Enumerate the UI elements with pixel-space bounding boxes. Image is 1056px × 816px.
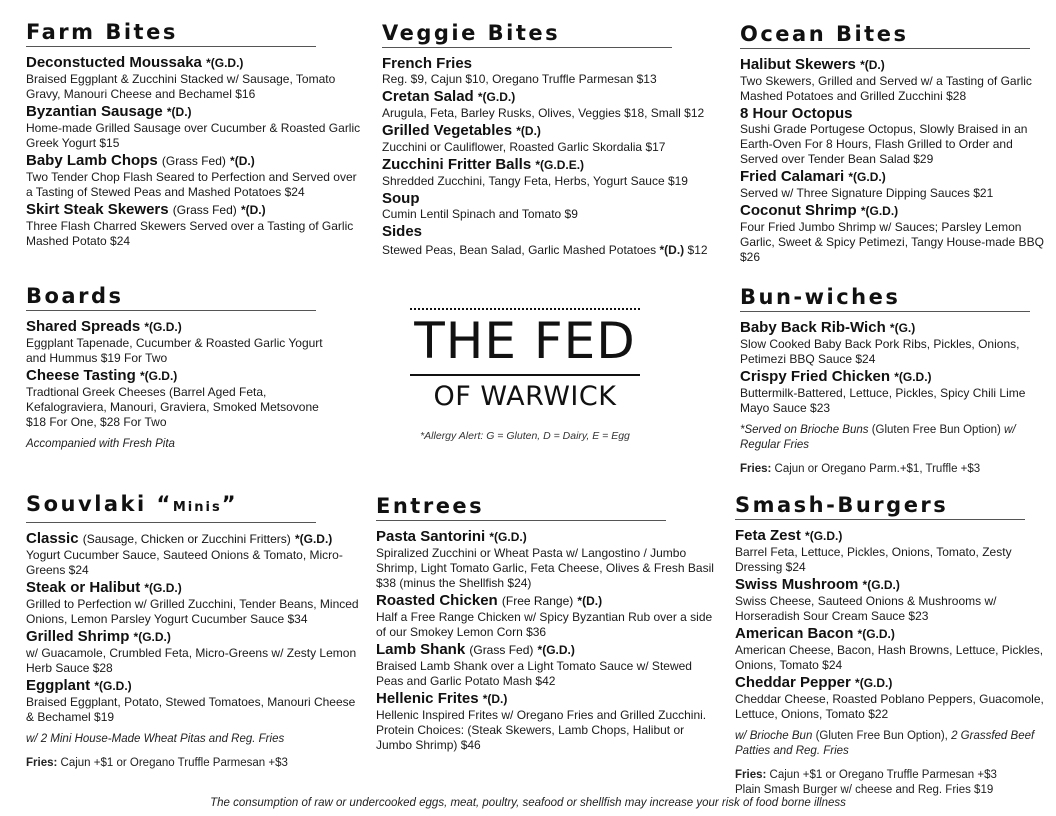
menu-item — [735, 674, 1053, 722]
allergen-tag: *(G.D.) — [144, 320, 182, 334]
menu-item — [26, 628, 366, 676]
allergen-tag: *(G.D.) — [94, 679, 132, 693]
allergen-tag: *(G.D.) — [862, 578, 900, 592]
section-title: Farm Bites — [26, 20, 178, 44]
section-ocean-bites — [740, 22, 1052, 266]
allergen-tag: *(G.) — [889, 321, 916, 335]
menu-item — [740, 202, 1052, 265]
item-description: Arugula, Feta, Barley Rusks, Olives, Veggies $18, Small $12 — [382, 106, 705, 120]
item-description: Cheddar Cheese, Roasted Poblano Peppers, Guacomole, Lettuce, Onions, Tomato $22 — [735, 692, 1044, 721]
section-divider — [740, 48, 1030, 49]
item-description: Eggplant Tapenade, Cucumber & Roasted Garlic Yogurt and Hummus $19 For Two — [26, 336, 323, 365]
menu-item — [382, 55, 732, 87]
item-description: Yogurt Cucumber Sauce, Sauteed Onions & Tomato, Micro-Greens $24 — [26, 548, 343, 577]
allergen-tag: *(D.) — [516, 124, 541, 138]
item-name: Swiss Mushroom — [735, 576, 859, 593]
item-name: Sides — [382, 223, 423, 240]
menu-item — [26, 152, 366, 200]
item-qualifier: (Grass Fed) — [161, 154, 226, 168]
fries-text: Cajun +$1 or Oregano Truffle Parmesan +$3 — [60, 757, 288, 769]
section-title — [26, 492, 366, 520]
item-description: Two Skewers, Grilled and Served w/ a Tasting of Garlic Mashed Potatoes and Grilled Zucchini $28 — [740, 74, 1032, 103]
item-qualifier: (Sausage, Chicken or Zucchini Fritters) — [82, 532, 291, 546]
logo-subtitle: OF WARWICK — [433, 381, 617, 412]
section-title: Boards — [26, 284, 124, 308]
allergen-tag: *(D.) — [860, 58, 885, 72]
note-part: 2 Grassfed Beef Patties and Reg. Fries — [735, 730, 1035, 757]
allergen-tag: *(D.) — [482, 692, 508, 706]
section-bunwiches — [740, 285, 1052, 477]
item-description: Three Flash Charred Skewers Served over a Tasting of Garlic Mashed Potato $24 — [26, 219, 354, 248]
item-description: Tradtional Greek Cheeses (Barrel Aged Feta, Kefalograviera, Manouri, Graviera, Smoked Metsovone $18 For One, $28 For Two — [26, 385, 319, 429]
menu-item — [26, 677, 366, 725]
logo-title: THE FED — [414, 312, 636, 370]
item-description: Hellenic Inspired Frites w/ Oregano Fries and Grilled Zucchini. Protein Choices: (Steak Skewers, Lamb Chops, Halibut or Jumbo Shrimp) $46 — [376, 708, 707, 752]
menu-item — [740, 105, 1052, 167]
item-name: Skirt Steak Skewers — [26, 201, 169, 218]
item-name: Shared Spreads — [26, 318, 141, 335]
allergen-tag: *(D.) — [166, 105, 192, 119]
allergen-tag: *(G.D.) — [489, 530, 527, 544]
section-divider — [26, 46, 316, 47]
item-description: Half a Free Range Chicken w/ Spicy Byzantian Rub over a side of our Smokey Lemon Corn $36 — [376, 610, 713, 639]
item-name: Pasta Santorini — [376, 528, 486, 545]
menu-item — [26, 54, 366, 102]
menu-item — [376, 528, 716, 591]
allergen-tag: *(D.) — [659, 243, 685, 257]
allergen-tag: *(D.) — [230, 154, 255, 168]
menu-item — [26, 367, 326, 430]
item-description: Two Tender Chop Flash Seared to Perfection and Served over a Tasting of Stewed Peas and Mashed Potatoes $24 — [26, 170, 357, 199]
item-description-text: Stewed Peas, Bean Salad, Garlic Mashed Potatoes — [382, 243, 657, 257]
item-name: Classic — [26, 530, 79, 547]
menu-item — [382, 122, 732, 155]
allergen-tag: *(G.D.) — [477, 90, 516, 104]
item-name: Eggplant — [26, 677, 91, 694]
item-description: Home-made Grilled Sausage over Cucumber & Roasted Garlic Greek Yogurt $15 — [26, 121, 361, 150]
item-name: American Bacon — [735, 625, 854, 642]
section-note — [735, 729, 1053, 759]
menu-item — [740, 368, 1052, 416]
fries-label: Fries: — [735, 769, 767, 781]
item-name: Coconut Shrimp — [740, 202, 857, 219]
menu-item — [26, 318, 326, 366]
item-description: Buttermilk-Battered, Lettuce, Pickles, Spicy Chili Lime Mayo Sauce $23 — [740, 386, 1026, 415]
menu-item — [735, 625, 1053, 673]
allergen-tag: *(G.D.) — [133, 630, 171, 644]
menu-item — [735, 576, 1053, 624]
section-farm-bites — [26, 20, 366, 250]
item-description: Swiss Cheese, Sauteed Onions & Mushrooms w/ Horseradish Sour Cream Sauce $23 — [735, 594, 997, 623]
food-safety-disclaimer: The consumption of raw or undercooked eggs, meat, poultry, seafood or shellfish may increase your risk of food borne illness — [210, 797, 846, 809]
menu-item — [382, 223, 732, 258]
item-name: Cheddar Pepper — [735, 674, 851, 691]
item-description: Spiralized Zucchini or Wheat Pasta w/ Langostino / Jumbo Shrimp, Light Tomato Garlic, Feta Cheese, Olives & Fresh Basil $38 (minus the Shellfish $24) — [376, 546, 714, 590]
note-part: *Served on Brioche Buns — [740, 424, 869, 436]
item-name: Steak or Halibut — [26, 579, 141, 596]
section-note — [740, 423, 1052, 453]
menu-item — [740, 168, 1052, 201]
note-part: w/ Regular Fries — [740, 424, 1016, 451]
allergen-tag: *(G.D.) — [860, 204, 899, 218]
item-description — [382, 243, 732, 258]
title-main: Souvlaki “ — [26, 492, 173, 516]
item-description: Reg. $9, Cajun $10, Oregano Truffle Parmesan $13 — [382, 72, 657, 86]
item-description: Braised Lamb Shank over a Light Tomato Sauce w/ Stewed Peas and Garlic Potato Mash $42 — [376, 659, 692, 688]
menu-item — [376, 690, 716, 753]
section-note: Accompanied with Fresh Pita — [26, 438, 175, 450]
section-note: w/ 2 Mini House-Made Wheat Pitas and Reg. Fries — [26, 733, 285, 745]
allergen-tag: *(G.D.) — [206, 56, 244, 70]
item-description: Braised Eggplant & Zucchini Stacked w/ Sausage, Tomato Gravy, Manouri Cheese and Bechamel $16 — [26, 72, 336, 101]
allergen-tag: *(G.D.) — [144, 581, 182, 595]
item-description: Sushi Grade Portugese Octopus, Slowly Braised in an Earth-Oven For 8 Hours, Flash Grilled to Order and Served over Tender Bean Salad $29 — [740, 122, 1028, 166]
section-title: Veggie Bites — [382, 21, 561, 45]
item-description: Served w/ Three Signature Dipping Sauces $21 — [740, 186, 994, 200]
menu-item — [26, 103, 366, 151]
item-name: Cretan Salad — [382, 88, 474, 105]
fries-text: Cajun or Oregano Parm.+$1, Truffle +$3 — [774, 463, 981, 475]
fries-text: Cajun +$1 or Oregano Truffle Parmesan +$3 — [769, 769, 997, 781]
menu-item — [376, 592, 716, 640]
item-description: Four Fried Jumbo Shrimp w/ Sauces; Parsley Lemon Garlic, Sweet & Spicy Petimezi, Tangy House-made BBQ $26 — [740, 220, 1044, 264]
section-divider — [26, 310, 316, 311]
item-description: Braised Eggplant, Potato, Stewed Tomatoes, Manouri Cheese & Bechamel $19 — [26, 695, 356, 724]
allergen-tag: *(G.D.) — [537, 643, 575, 657]
item-description: Zucchini or Cauliflower, Roasted Garlic Skordalia $17 — [382, 140, 666, 154]
section-divider — [740, 311, 1030, 312]
item-name: Feta Zest — [735, 527, 801, 544]
allergy-alert: *Allergy Alert: G = Gluten, D = Dairy, E = Egg — [420, 430, 630, 442]
item-description: Slow Cooked Baby Back Pork Ribs, Pickles, Onions, Petimezi BBQ Sauce $24 — [740, 337, 1020, 366]
title-end: ” — [221, 492, 238, 516]
allergen-tag: *(G.D.) — [857, 627, 895, 641]
menu-item — [382, 156, 732, 189]
menu-item — [376, 641, 716, 689]
allergen-tag: *(G.D.) — [805, 529, 843, 543]
item-description: American Cheese, Bacon, Hash Browns, Lettuce, Pickles, Onions, Tomato $24 — [735, 643, 1044, 672]
section-boards — [26, 284, 326, 452]
item-name: Soup — [382, 190, 420, 207]
section-title: Ocean Bites — [740, 22, 909, 46]
item-name: Fried Calamari — [740, 168, 845, 185]
item-name: Hellenic Frites — [376, 690, 479, 707]
fries-options — [735, 768, 1053, 783]
allergen-tag: *(G.D.) — [294, 532, 333, 546]
item-name: Grilled Vegetables — [382, 122, 513, 139]
item-qualifier: (Free Range) — [501, 594, 574, 608]
fries-options — [740, 462, 1052, 477]
section-divider — [376, 520, 666, 521]
allergen-tag: *(G.D.) — [848, 170, 886, 184]
dotted-rule — [410, 308, 640, 310]
allergen-tag: *(G.D.E.) — [535, 158, 585, 172]
item-qualifier: (Grass Fed) — [469, 643, 534, 657]
section-entrees — [376, 494, 716, 754]
item-name: 8 Hour Octopus — [740, 105, 853, 122]
fries-label: Fries: — [26, 757, 58, 769]
section-souvlaki — [26, 492, 366, 771]
section-divider — [26, 522, 316, 523]
item-description: w/ Guacamole, Crumbled Feta, Micro-Greens w/ Zesty Lemon Herb Sauce $28 — [26, 646, 357, 675]
item-name: Cheese Tasting — [26, 367, 136, 384]
section-title: Smash-Burgers — [735, 493, 949, 517]
item-description: Cumin Lentil Spinach and Tomato $9 — [382, 207, 578, 221]
menu-item — [26, 530, 366, 578]
section-divider — [735, 519, 1025, 520]
allergen-tag: *(G.D.) — [894, 370, 932, 384]
note-part: w/ Brioche Bun — [735, 730, 813, 742]
item-name: Roasted Chicken — [376, 592, 498, 609]
item-description: Grilled to Perfection w/ Grilled Zucchini, Tender Beans, Minced Onions, Lemon Parsley Yogurt Cucumber Sauce $34 — [26, 597, 359, 626]
item-name: Lamb Shank — [376, 641, 466, 658]
menu-item — [26, 579, 366, 627]
item-name: Grilled Shrimp — [26, 628, 130, 645]
allergen-tag: *(D.) — [577, 594, 603, 608]
item-name: Zucchini Fritter Balls — [382, 156, 532, 173]
fries-label: Fries: — [740, 463, 772, 475]
item-name: Byzantian Sausage — [26, 103, 163, 120]
note-part: (Gluten Free Bun Option), — [815, 730, 948, 742]
allergen-tag: *(G.D.) — [855, 676, 893, 690]
section-smash-burgers — [735, 493, 1053, 798]
item-description: Barrel Feta, Lettuce, Pickles, Onions, Tomato, Zesty Dressing $24 — [735, 545, 1012, 574]
item-name: Deconstucted Moussaka — [26, 54, 202, 71]
item-price: $12 — [687, 243, 708, 257]
section-divider — [382, 47, 672, 48]
menu-item — [740, 319, 1052, 367]
item-qualifier: (Grass Fed) — [172, 203, 237, 217]
menu-item — [740, 56, 1052, 104]
item-name: Baby Back Rib-Wich — [740, 319, 886, 336]
menu-item — [382, 88, 732, 121]
menu-item — [26, 201, 366, 249]
logo-divider — [410, 374, 640, 376]
item-name: Baby Lamb Chops — [26, 152, 158, 169]
fries-options — [26, 756, 366, 771]
menu-item — [735, 527, 1053, 575]
menu-item — [382, 190, 732, 222]
title-small: Minis — [172, 500, 222, 515]
allergen-tag: *(G.D.) — [139, 369, 178, 383]
item-name: Crispy Fried Chicken — [740, 368, 891, 385]
section-title: Bun-wiches — [740, 285, 901, 309]
note-part: (Gluten Free Bun Option) — [871, 424, 1001, 436]
allergen-tag: *(D.) — [240, 203, 266, 217]
restaurant-logo — [410, 308, 640, 414]
item-name: French Fries — [382, 55, 473, 72]
item-name: Halibut Skewers — [740, 56, 856, 73]
item-description: Shredded Zucchini, Tangy Feta, Herbs, Yogurt Sauce $19 — [382, 174, 688, 188]
section-veggie-bites — [382, 21, 732, 259]
plain-burger-option: Plain Smash Burger w/ cheese and Reg. Fries $19 — [735, 784, 994, 796]
section-title: Entrees — [376, 494, 485, 518]
